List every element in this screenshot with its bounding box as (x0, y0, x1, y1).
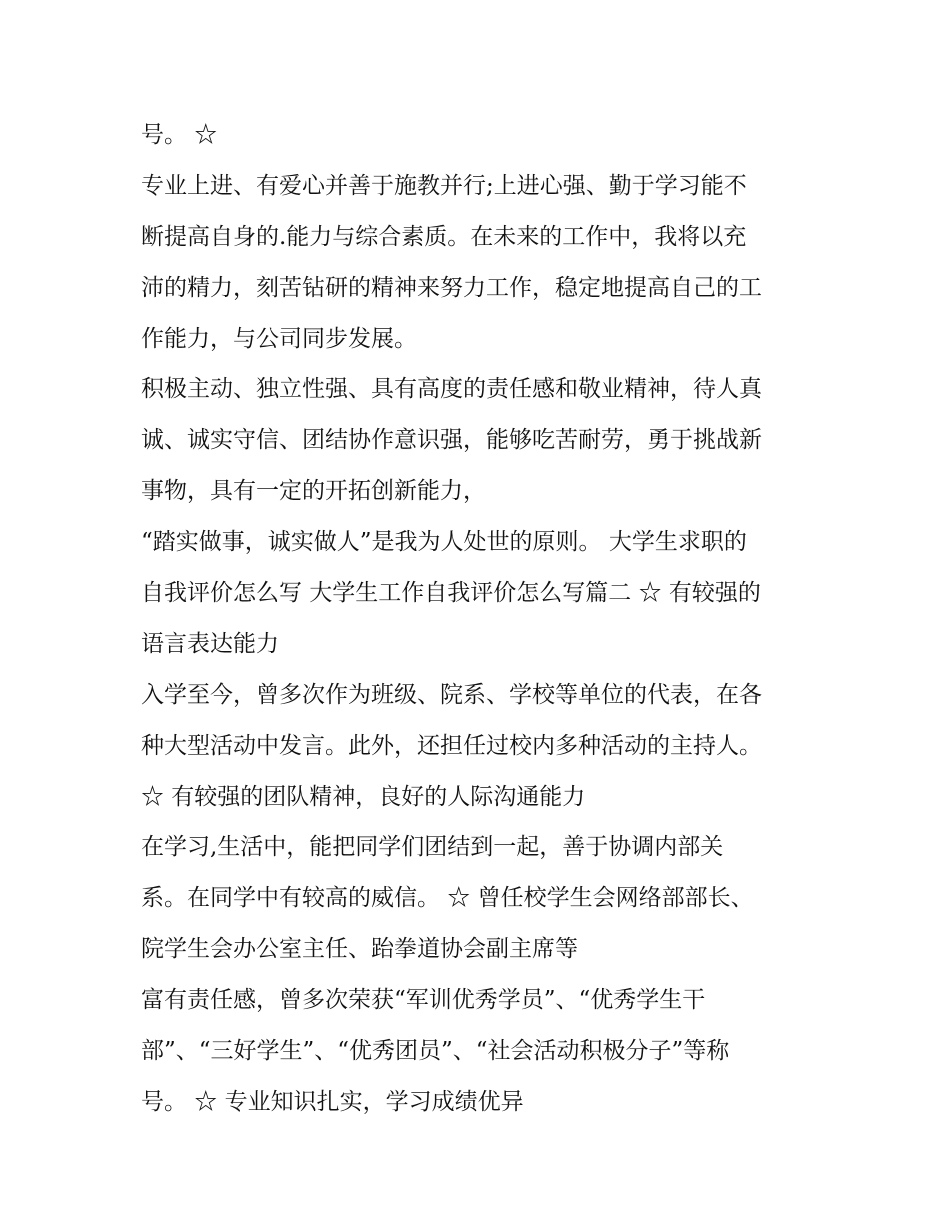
text-line: 部”、“三好学生”、“优秀团员”、“社会活动积极分子”等称 (141, 1038, 730, 1065)
text-line: 院学生会办公室主任、跆拳道协会副主席等 (141, 936, 578, 963)
text-line: 入学至今，曾多次作为班级、院系、学校等单位的代表，在各 (141, 681, 762, 708)
text-line: 积极主动、独立性强、具有高度的责任感和敬业精神，待人真 (141, 376, 762, 403)
text-line: 事物，具有一定的开拓创新能力， (141, 478, 486, 505)
text-line: 断提高自身的.能力与综合素质。在未来的工作中，我将以充 (141, 223, 747, 250)
text-line: 作能力，与公司同步发展。 (141, 325, 417, 352)
text-line: 诚、诚实守信、团结协作意识强，能够吃苦耐劳，勇于挑战新 (141, 427, 762, 454)
text-line: 专业上进、有爱心并善于施教并行;上进心强、勤于学习能不 (141, 172, 747, 199)
text-line: “踏实做事，诚实做人”是我为人处世的原则。 大学生求职的 (141, 529, 747, 556)
text-line: 号。 ☆ 专业知识扎实，学习成绩优异 (141, 1088, 524, 1115)
document-body (141, 110, 821, 1128)
text-line: 自我评价怎么写 大学生工作自我评价怎么写篇二 ☆ 有较强的 (141, 580, 761, 607)
text-line: 号。 ☆ (141, 122, 218, 148)
text-line: 在学习,生活中，能把同学们团结到一起，善于协调内部关 (141, 834, 724, 861)
text-line: 语言表达能力 (141, 630, 279, 657)
text-line: ☆ 有较强的团队精神，良好的人际沟通能力 (141, 783, 586, 810)
text-line: 沛的精力，刻苦钻研的精神来努力工作，稳定地提高自己的工 (141, 274, 762, 301)
text-line: 富有责任感，曾多次荣获“军训优秀学员”、“优秀学生干 (141, 987, 706, 1014)
text-line: 系。在同学中有较高的威信。 ☆ 曾任校学生会网络部部长、 (141, 885, 754, 912)
text-line: 种大型活动中发言。此外，还担任过校内多种活动的主持人。 (141, 732, 762, 759)
